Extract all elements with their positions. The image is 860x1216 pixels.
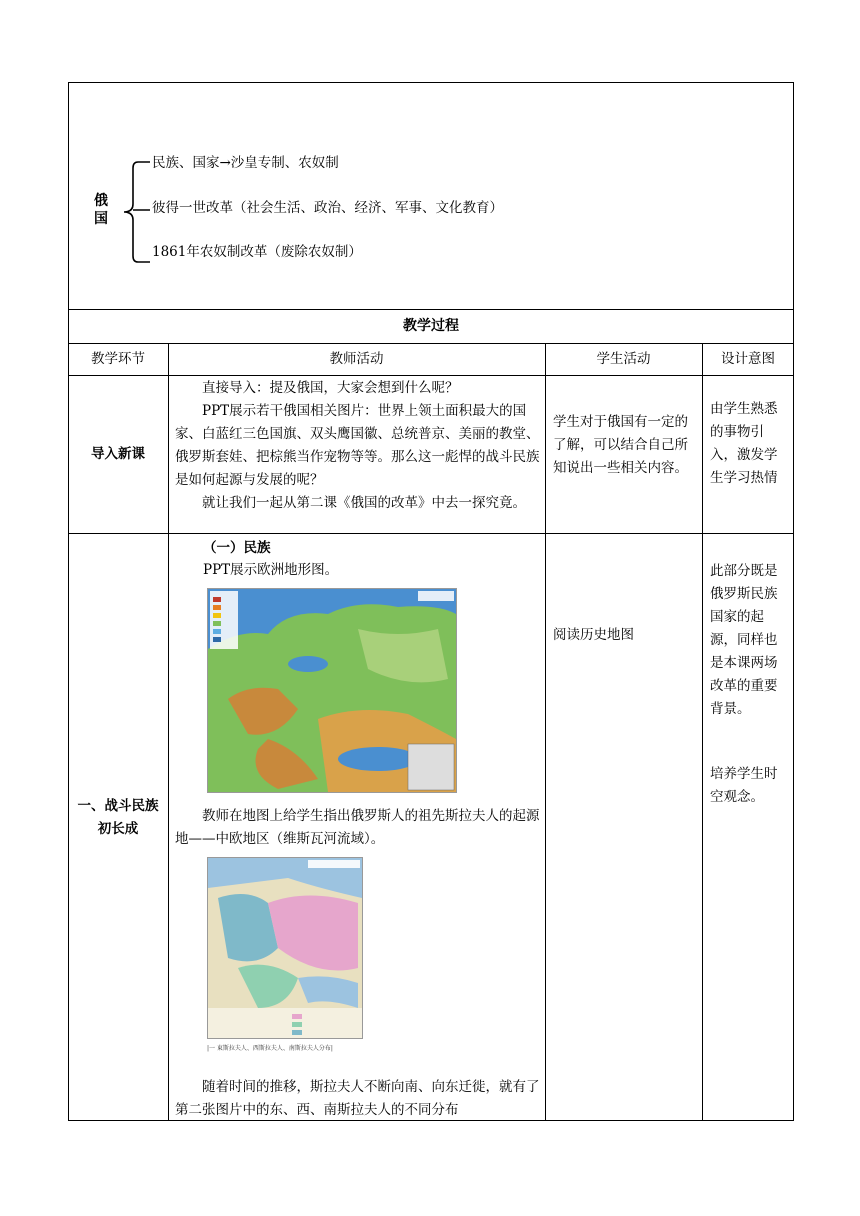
row1-intent: 由学生熟悉的事物引入，激发学生学习热情	[710, 401, 778, 486]
row1-teacher-p1: 直接导入：提及俄国，大家会想到什么呢？	[202, 380, 459, 396]
row1-teacher	[175, 377, 541, 515]
row1-teacher-p3: 就让我们一起从第二课《俄国的改革》中去一探究竟。	[202, 495, 526, 511]
slavic-map-caption: |一 東斯拉夫人、西斯拉夫人、南斯拉夫人分布|	[207, 1045, 333, 1052]
header-intent: 设计意图	[721, 351, 775, 367]
summary-side-label: 俄国	[94, 193, 108, 227]
summary-box	[68, 82, 794, 310]
row1-student: 学生对于俄国有一定的了解，可以结合自己所知说出一些相关内容。	[553, 414, 688, 476]
row2-student: 阅读历史地图	[553, 627, 634, 643]
header-teacher: 教师活动	[329, 351, 384, 367]
row1-teacher-p2: PPT展示若干俄国相关图片：世界上领土面积最大的国家、白蓝红三色国旗、双头鹰国徽、总统普京、美丽的教堂、俄罗斯套娃、把棕熊当作宠物等等。那么这一彪悍的战斗民族是如何起源与发展的呢？	[175, 403, 540, 488]
europe-map-image	[207, 588, 457, 793]
row2-teacher-p2	[175, 805, 541, 851]
row2-intent-1: 此部分既是俄罗斯民族国家的起源，同样也是本课两场改革的重要背景。	[710, 563, 778, 717]
slavic-map-image	[207, 857, 363, 1039]
row2-intent-2: 培养学生时空观念。	[710, 766, 778, 805]
brace-icon	[116, 160, 152, 264]
row2-teacher-p2-text: 教师在地图上给学生指出俄罗斯人的祖先斯拉夫人的起源地——中欧地区（维斯瓦河流域）。	[175, 808, 540, 847]
row1-stage: 导入新课	[91, 446, 145, 462]
summary-branch-3: 1861年农奴制改革（废除农奴制）	[152, 244, 362, 260]
header-student: 学生活动	[596, 351, 651, 367]
process-title: 教学过程	[403, 318, 459, 334]
row2-teacher-p1: PPT展示欧洲地形图。	[203, 562, 339, 578]
summary-branch-1: 民族、国家→沙皇专制、农奴制	[152, 155, 339, 171]
row2-teacher-heading: （一）民族	[203, 540, 271, 556]
row2-stage: 一、战斗民族初长成	[77, 798, 159, 837]
header-stage: 教学环节	[91, 351, 145, 367]
row2-teacher-p3	[175, 1076, 541, 1122]
summary-branch-2: 彼得一世改革（社会生活、政治、经济、军事、文化教育）	[152, 200, 503, 216]
row2-teacher-p3-text: 随着时间的推移，斯拉夫人不断向南、向东迁徙，就有了第二张图片中的东、西、南斯拉夫人的不同分布	[175, 1079, 540, 1118]
